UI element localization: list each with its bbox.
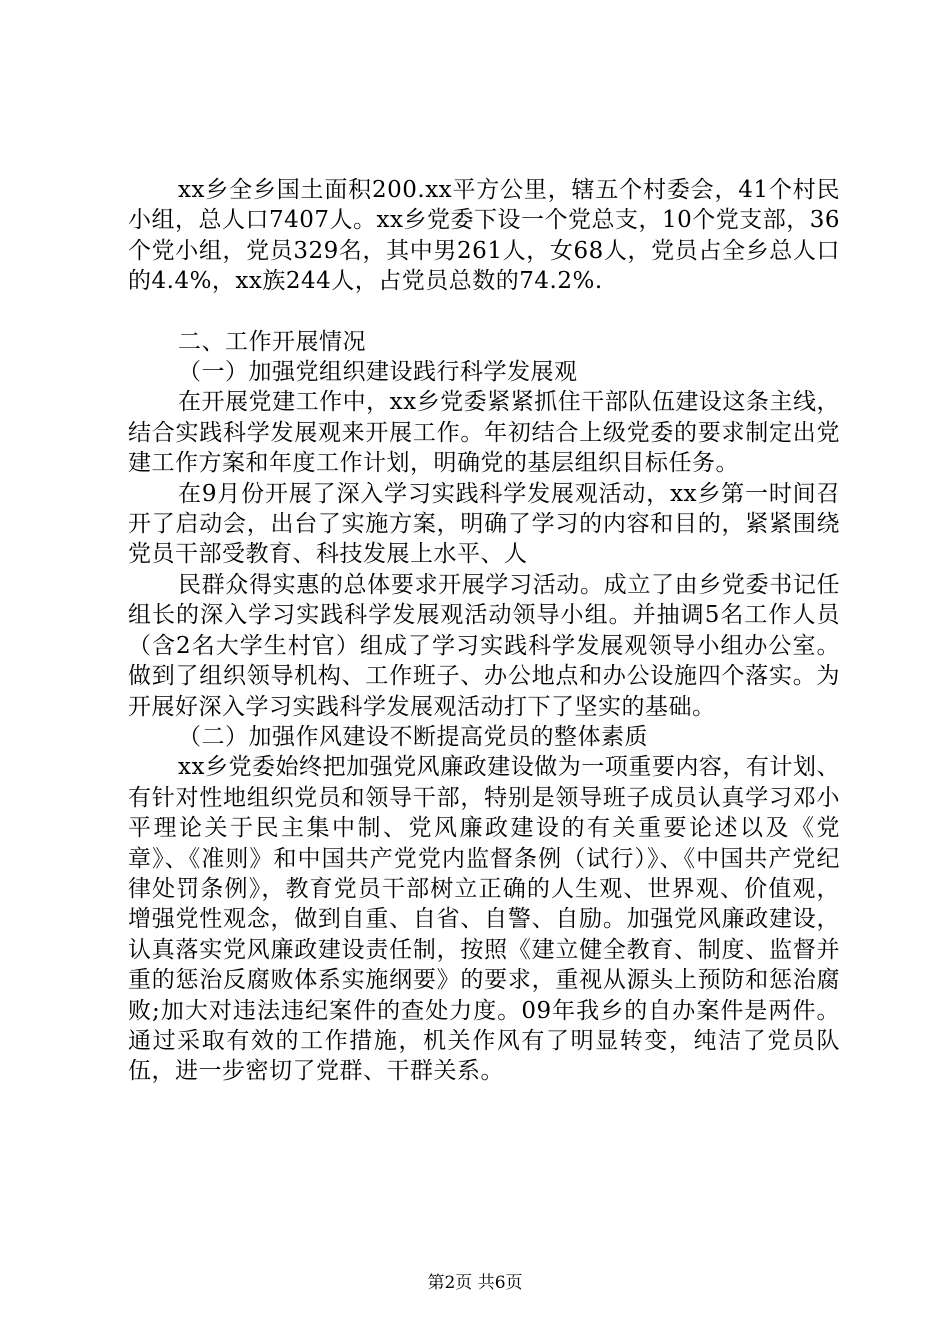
paragraph-leadership-group: 民群众得实惠的总体要求开展学习活动。成立了由乡党委书记任组长的深入学习实践科学发展观活动领导小组。并抽调5名工作人员（含2名大学生村官）组成了学习实践科学发展观领导小组办公室。做到了组织领导机构、工作班子、办公地点和办公设施四个落实。为开展好深入学习实践科学发展观活动打下了坚实的基础。	[128, 571, 840, 720]
paragraph-september-activity: 在9月份开展了深入学习实践科学发展观活动，xx乡第一时间召开了启动会，出台了实施方案，明确了学习的内容和目的，紧紧围绕党员干部受教育、科技发展上水平、人	[128, 480, 840, 568]
subsection-heading-work-style: （二）加强作风建设不断提高党员的整体素质	[178, 723, 648, 750]
document-body	[128, 175, 840, 1087]
page-number-footer: 第2页 共6页	[427, 1273, 523, 1293]
paragraph-party-building: 在开展党建工作中，xx乡党委紧紧抓住干部队伍建设这条主线，结合实践科学发展观来开展工作。年初结合上级党委的要求制定出党建工作方案和年度工作计划，明确党的基层组织目标任务。	[128, 389, 840, 477]
subsection-heading-party-organization: （一）加强党组织建设践行科学发展观	[178, 359, 578, 386]
paragraph-overview: xx乡全乡国土面积200.xx平方公里，辖五个村委会，41个村民小组，总人口7407人。xx乡党委下设一个党总支，10个党支部，36个党小组，党员329名，其中男261人，女68人，党员占全乡总人口的4.4%，xx族244人，占党员总数的74.2%.	[128, 177, 841, 295]
section-heading-work-progress: 二、工作开展情况	[178, 328, 366, 355]
paragraph-integrity-building: xx乡党委始终把加强党风廉政建设做为一项重要内容，有计划、有针对性地组织党员和领导干部，特别是领导班子成员认真学习邓小平理论关于民主集中制、党风廉政建设的有关重要论述以及《党章》、《准则》和中国共产党党内监督条例（试行）》、《中国共产党纪律处罚条例》，教育党员干部树立正确的人生观、世界观、价值观，增强党性观念，做到自重、自省、自警、自励。加强党风廉政建设，认真落实党风廉政建设责任制，按照《建立健全教育、制度、监督并重的惩治反腐败体系实施纲要》的要求，重视从源头上预防和惩治腐败;加大对违法违纪案件的查处力度。09年我乡的自办案件是两件。通过采取有效的工作措施，机关作风有了明显转变，纯洁了党员队伍，进一步密切了党群、干群关系。	[128, 754, 840, 1085]
